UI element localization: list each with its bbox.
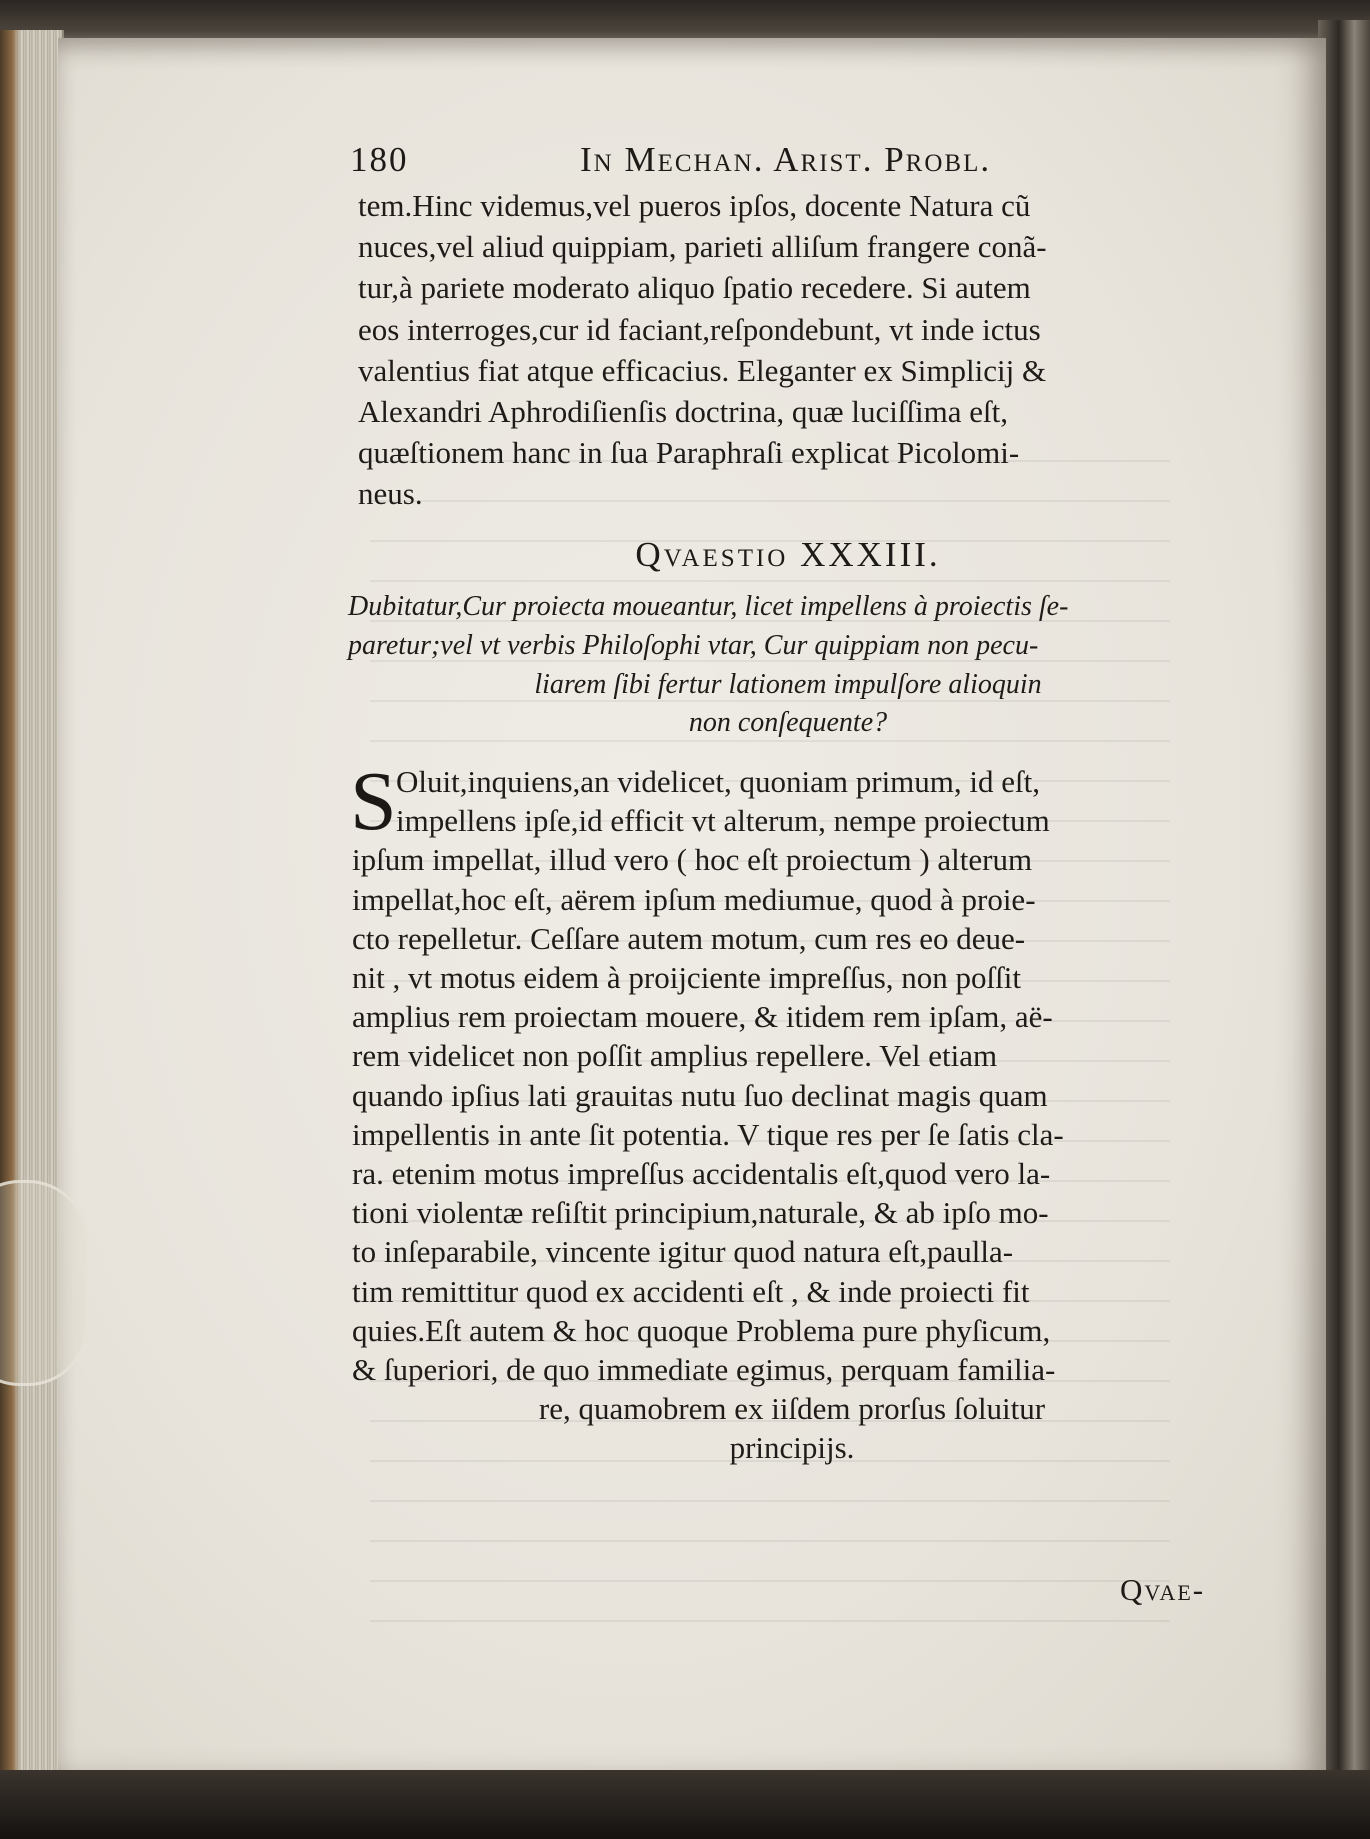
text-line: amplius rem proiectam mouere, & itidem rem ipſam, aë- (352, 999, 1053, 1035)
text-line: tur,à pariete moderato aliquo ſpatio recedere. Si autem (358, 270, 1031, 306)
text-line: principijs. (729, 1430, 855, 1466)
text-line: & ſuperiori, de quo immediate egimus, perquam familia- (352, 1352, 1056, 1388)
text-line: neus. (358, 476, 423, 512)
text-line: rem videlicet non poſſit amplius repellere. Vel etiam (352, 1038, 998, 1074)
running-title: In Mechan. Arist. Probl. (580, 140, 992, 179)
drop-cap: S (350, 755, 397, 848)
question-italic (348, 588, 1228, 743)
text-line: Dubitatur,Cur proiecta moueantur, licet impellens à proiectis ſe- (348, 591, 1069, 622)
text-line: Alexandri Aphrodiſienſis doctrina, quæ luciſſima eſt, (358, 394, 1009, 430)
text-line: nit , vt motus eidem à proijciente impreſſus, non poſſit (352, 960, 1021, 996)
text-line: re, quamobrem ex iiſdem prorſus ſoluitur (538, 1391, 1046, 1427)
text-line: nuces,vel aliud quippiam, parieti alliſum frangere conã- (358, 229, 1047, 265)
text-line: liarem ſibi fertur lationem impulſore alioquin (534, 668, 1042, 700)
text-line: non conſequente? (688, 707, 888, 739)
text-line: impellat,hoc eſt, aërem ipſum mediumue, quod à proie- (352, 881, 1036, 917)
text-line: impellens ipſe,id efficit vt alterum, nempe proiectum (396, 803, 1050, 839)
text-line: eos interroges,cur id faciant,reſpondebunt, vt inde ictus (358, 311, 1041, 347)
text-line: Oluit,inquiens,an videlicet, quoniam primum, id eſt, (396, 764, 1041, 799)
page-number: 180 (350, 140, 409, 179)
text-line: ipſum impellat, illud vero ( hoc eſt proiectum ) alterum (352, 842, 1033, 878)
text-line: tem.Hinc videmus,vel pueros ipſos, docente Natura cũ (358, 188, 1031, 223)
binding-shadow (0, 30, 20, 1790)
paragraph-1 (358, 185, 1218, 515)
section-heading: Qvaestio XXXIII. (635, 535, 941, 574)
book-bottom-edge (0, 1770, 1370, 1839)
page-clip (0, 1180, 88, 1386)
catchword: Qvae- (1120, 1572, 1206, 1607)
paragraph-2 (350, 755, 1232, 1468)
text-line: impellentis in ante ſit potentia. V tique res per ſe ſatis cla- (352, 1116, 1064, 1152)
text-line: quæſtionem hanc in ſua Paraphraſi explicat Picolomi- (358, 435, 1020, 471)
text-line: paretur;vel vt verbis Philoſophi vtar, Cur quippiam non pecu- (348, 629, 1039, 661)
text-line: valentius fiat atque efficacius. Eleganter ex Simplicij & (358, 352, 1047, 388)
text-line: quies.Eſt autem & hoc quoque Problema pure phyſicum, (352, 1312, 1051, 1348)
text-line: tim remittitur quod ex accidenti eſt , & inde proiecti fit (352, 1273, 1030, 1309)
text-line: ra. etenim motus impreſſus accidentalis eſt,quod vero la- (352, 1156, 1051, 1192)
text-line: to inſeparabile, vincente igitur quod natura eſt,paulla- (352, 1234, 1014, 1270)
text-line: tioni violentæ reſiſtit principium,naturale, & ab ipſo mo- (352, 1195, 1049, 1231)
text-line: quando ipſius lati grauitas nutu ſuo declinat magis quam (352, 1077, 1048, 1113)
text-line: cto repelletur. Ceſſare autem motum, cum res eo deue- (352, 920, 1026, 956)
